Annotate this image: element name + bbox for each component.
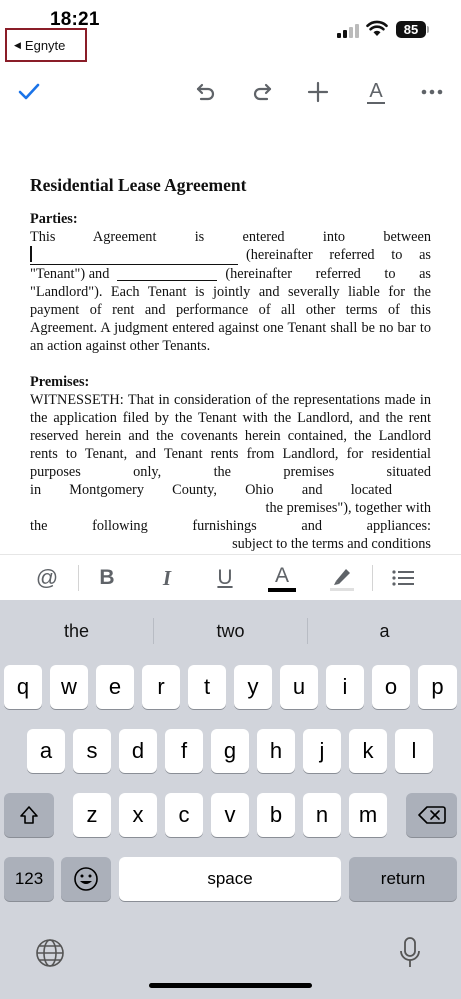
- text-format-underline: [367, 102, 385, 104]
- shift-key[interactable]: [4, 793, 54, 837]
- key-v[interactable]: v: [211, 793, 249, 837]
- premises-located-text: in Montgomery County, Ohio and located: [30, 482, 392, 498]
- battery-indicator: 85: [396, 21, 426, 38]
- done-button[interactable]: [12, 70, 46, 114]
- italic-button[interactable]: [150, 555, 184, 601]
- key-u[interactable]: u: [280, 665, 318, 709]
- premises-close-line: the premises"), together with: [265, 500, 431, 516]
- space-key[interactable]: space: [119, 857, 341, 901]
- text-color-icon: A: [274, 563, 289, 587]
- mention-button[interactable]: [30, 555, 64, 601]
- key-s[interactable]: s: [73, 729, 111, 773]
- premises-located-line: [30, 481, 431, 499]
- mention-icon: @: [35, 565, 59, 590]
- undo-button[interactable]: [188, 70, 224, 114]
- parties-line-3: [30, 265, 431, 283]
- highlight-button[interactable]: [324, 555, 360, 601]
- parties-line-3b: (hereinafter referred to as: [225, 266, 431, 282]
- key-a[interactable]: a: [27, 729, 65, 773]
- key-f[interactable]: f: [165, 729, 203, 773]
- suggestion-3[interactable]: a: [379, 620, 390, 641]
- premises-heading: Premises:: [30, 374, 90, 390]
- key-z[interactable]: z: [73, 793, 111, 837]
- suggestion-2[interactable]: two: [216, 620, 245, 641]
- key-q[interactable]: q: [4, 665, 42, 709]
- landlord-name-blank[interactable]: [117, 265, 217, 281]
- format-separator: [372, 565, 373, 591]
- italic-icon: I: [162, 565, 172, 590]
- text-color-swatch: [268, 588, 296, 592]
- list-icon: [391, 568, 415, 588]
- redo-icon: [250, 81, 274, 103]
- back-app-label: Egnyte: [24, 37, 66, 53]
- text-color-button[interactable]: [264, 555, 300, 601]
- globe-icon: [34, 937, 66, 969]
- text-format-button[interactable]: [358, 70, 394, 114]
- key-w[interactable]: w: [50, 665, 88, 709]
- home-indicator[interactable]: [149, 983, 312, 988]
- shift-arrow-icon: [18, 804, 40, 826]
- emoji-key[interactable]: [61, 857, 111, 901]
- globe-button[interactable]: [30, 933, 70, 973]
- key-t[interactable]: t: [188, 665, 226, 709]
- key-n[interactable]: n: [303, 793, 341, 837]
- highlight-icon: [328, 564, 356, 592]
- more-options-button[interactable]: [414, 70, 450, 114]
- numbers-key[interactable]: 123: [4, 857, 54, 901]
- parties-line-2: [30, 246, 431, 265]
- suggestion-1[interactable]: the: [63, 620, 90, 641]
- underline-button[interactable]: [208, 555, 242, 601]
- return-key[interactable]: return: [349, 857, 457, 901]
- key-p[interactable]: p: [418, 665, 457, 709]
- subject-line: subject to the terms and conditions: [232, 536, 431, 552]
- parties-line-3a: "Tenant") and: [30, 266, 110, 282]
- microphone-icon: [398, 936, 422, 970]
- parties-line-2-text: (hereinafter referred to as: [246, 247, 431, 263]
- tenant-name-blank[interactable]: [30, 246, 238, 265]
- key-h[interactable]: h: [257, 729, 295, 773]
- bold-icon: B: [99, 566, 115, 589]
- status-time: 18:21: [50, 9, 100, 30]
- keyboard: [0, 600, 461, 999]
- key-l[interactable]: l: [395, 729, 433, 773]
- insert-button[interactable]: [300, 70, 336, 114]
- key-x[interactable]: x: [119, 793, 157, 837]
- backspace-key[interactable]: [406, 793, 457, 837]
- underline-icon: U: [217, 566, 233, 589]
- key-i[interactable]: i: [326, 665, 364, 709]
- battery-cap: [427, 26, 429, 33]
- key-c[interactable]: c: [165, 793, 203, 837]
- back-triangle-icon: ◀: [14, 39, 21, 50]
- key-r[interactable]: r: [142, 665, 180, 709]
- key-g[interactable]: g: [211, 729, 249, 773]
- document-body[interactable]: [30, 170, 431, 553]
- redo-button[interactable]: [244, 70, 280, 114]
- key-o[interactable]: o: [372, 665, 410, 709]
- format-separator: [78, 565, 79, 591]
- formatting-bar: [0, 554, 461, 600]
- parties-paragraph: "Landlord"). Each Tenant is jointly and severally liable for the payment of rent and performance of all other terms of this Agreement. A judgment entered against one Tenant shall be no bar to an action against other Tenants.: [30, 284, 431, 354]
- key-e[interactable]: e: [96, 665, 134, 709]
- key-b[interactable]: b: [257, 793, 295, 837]
- backspace-icon: [418, 805, 446, 825]
- premises-paragraph: WITNESSETH: That in consideration of the representations made in the application filed by the Tenant with the Landlord, and the rent reserved herein and the covenants herein contained, the Landlord rents to Tenant, and Tenant rents from Landlord, for residential purposes only, the premises situated: [30, 392, 431, 480]
- key-j[interactable]: j: [303, 729, 341, 773]
- key-y[interactable]: y: [234, 665, 272, 709]
- undo-icon: [194, 81, 218, 103]
- bold-button[interactable]: [90, 555, 124, 601]
- text-cursor: [30, 246, 32, 262]
- wifi-icon: [366, 20, 388, 37]
- dictation-button[interactable]: [390, 933, 430, 973]
- list-button[interactable]: [386, 555, 420, 601]
- parties-line-1: This Agreement is entered into between: [30, 229, 431, 245]
- more-icon: [421, 89, 443, 95]
- back-to-app-button[interactable]: [5, 28, 87, 62]
- key-m[interactable]: m: [349, 793, 387, 837]
- checkmark-icon: [17, 82, 41, 102]
- key-d[interactable]: d: [119, 729, 157, 773]
- parties-heading: Parties:: [30, 211, 78, 227]
- plus-icon: [307, 81, 329, 103]
- cellular-signal-icon: [337, 24, 359, 38]
- furnishings-line: the following furnishings and appliances:: [30, 518, 431, 534]
- editor-toolbar: [0, 70, 461, 114]
- text-format-label: A: [369, 79, 383, 102]
- key-k[interactable]: k: [349, 729, 387, 773]
- document-title: Residential Lease Agreement: [30, 175, 247, 195]
- emoji-icon: [73, 866, 99, 892]
